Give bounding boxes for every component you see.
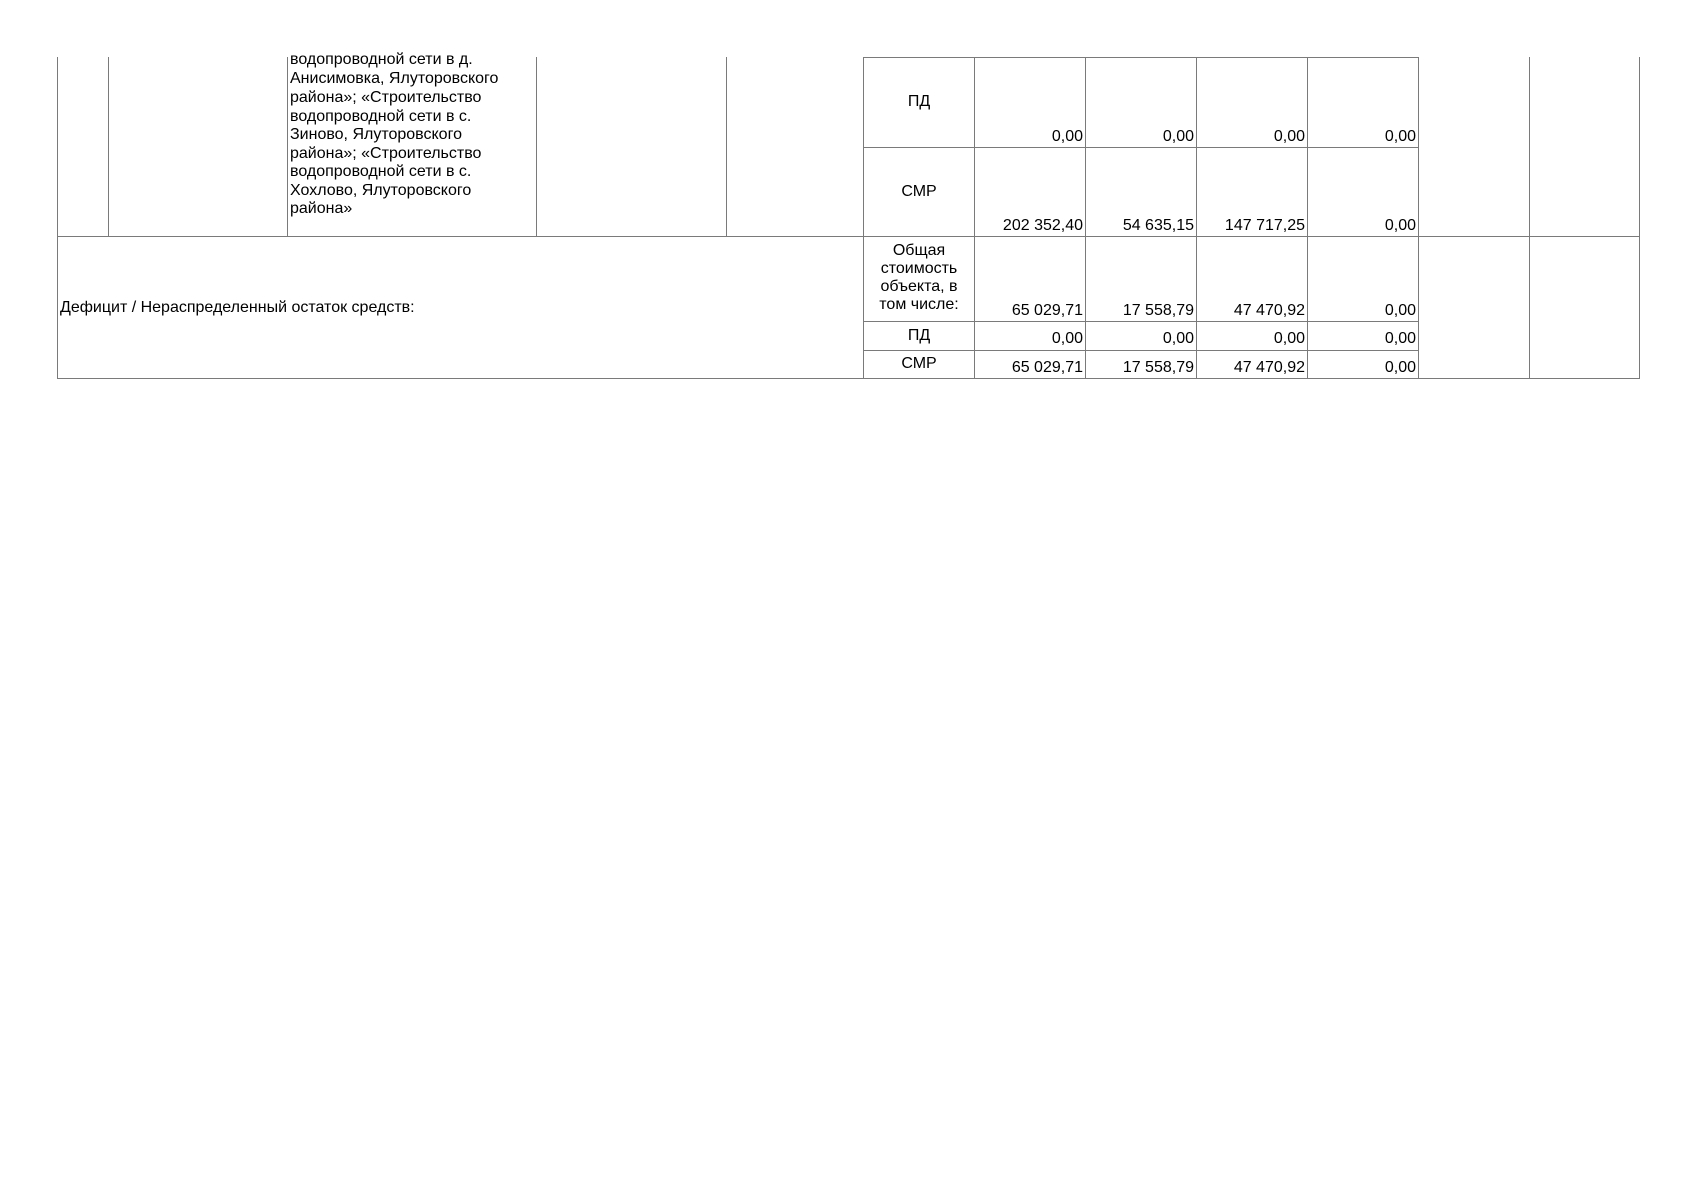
pd-value: 0,00: [1162, 330, 1194, 347]
grid-line: [1529, 57, 1530, 379]
smr-value: 0,00: [1384, 217, 1416, 234]
smr-value: 65 029,71: [1011, 359, 1083, 376]
deficit-label: Дефицит / Нераспределенный остаток средств:: [60, 299, 415, 316]
object-description: [290, 50, 530, 235]
grid-line: [536, 57, 537, 237]
smr-value: 202 352,40: [1002, 217, 1083, 234]
grid-line: [1418, 57, 1419, 379]
description-line: Зиново, Ялуторовского: [290, 126, 462, 143]
total-value: 0,00: [1384, 302, 1416, 319]
description-line: района»; «Строительство: [290, 89, 482, 106]
grid-line: [287, 57, 288, 237]
grid-line: [726, 57, 727, 237]
grid-line: [863, 57, 1419, 58]
smr-value: 147 717,25: [1224, 217, 1305, 234]
smr-value: 17 558,79: [1122, 359, 1194, 376]
pd-value: 0,00: [1273, 128, 1305, 145]
total-cost-label-line: объекта, в: [880, 278, 958, 295]
pd-value: 0,00: [1162, 128, 1194, 145]
smr-value: 47 470,92: [1233, 359, 1305, 376]
total-cost-label-line: стоимость: [880, 260, 958, 277]
description-line: Анисимовка, Ялуторовского: [290, 70, 499, 87]
description-line: водопроводной сети в с.: [290, 163, 472, 180]
pd-label: ПД: [907, 93, 931, 110]
total-value: 47 470,92: [1233, 302, 1305, 319]
pd-value: 0,00: [1051, 128, 1083, 145]
grid-line: [57, 236, 1640, 237]
smr-label: СМР: [901, 355, 937, 372]
description-line: водопроводной сети в с.: [290, 108, 472, 125]
description-line: водопроводной сети в д.: [290, 51, 473, 68]
pd-value: 0,00: [1384, 128, 1416, 145]
description-line: Хохлово, Ялуторовского: [290, 182, 472, 199]
total-cost-label-line: Общая: [892, 242, 946, 259]
smr-label: СМР: [901, 183, 937, 200]
grid-line: [1639, 57, 1640, 379]
pd-label: ПД: [907, 327, 931, 344]
grid-line: [57, 57, 58, 379]
smr-value: 54 635,15: [1122, 217, 1194, 234]
grid-line: [57, 378, 1640, 379]
pd-value: 0,00: [1273, 330, 1305, 347]
description-line: района»: [290, 200, 353, 217]
description-line: района»; «Строительство: [290, 145, 482, 162]
grid-line: [863, 147, 1419, 148]
total-cost-label-line: том числе:: [879, 296, 959, 313]
total-value: 17 558,79: [1122, 302, 1194, 319]
grid-line: [863, 350, 1419, 351]
total-value: 65 029,71: [1011, 302, 1083, 319]
pd-value: 0,00: [1051, 330, 1083, 347]
grid-line: [108, 57, 109, 237]
pd-value: 0,00: [1384, 330, 1416, 347]
smr-value: 0,00: [1384, 359, 1416, 376]
grid-line: [863, 321, 1419, 322]
